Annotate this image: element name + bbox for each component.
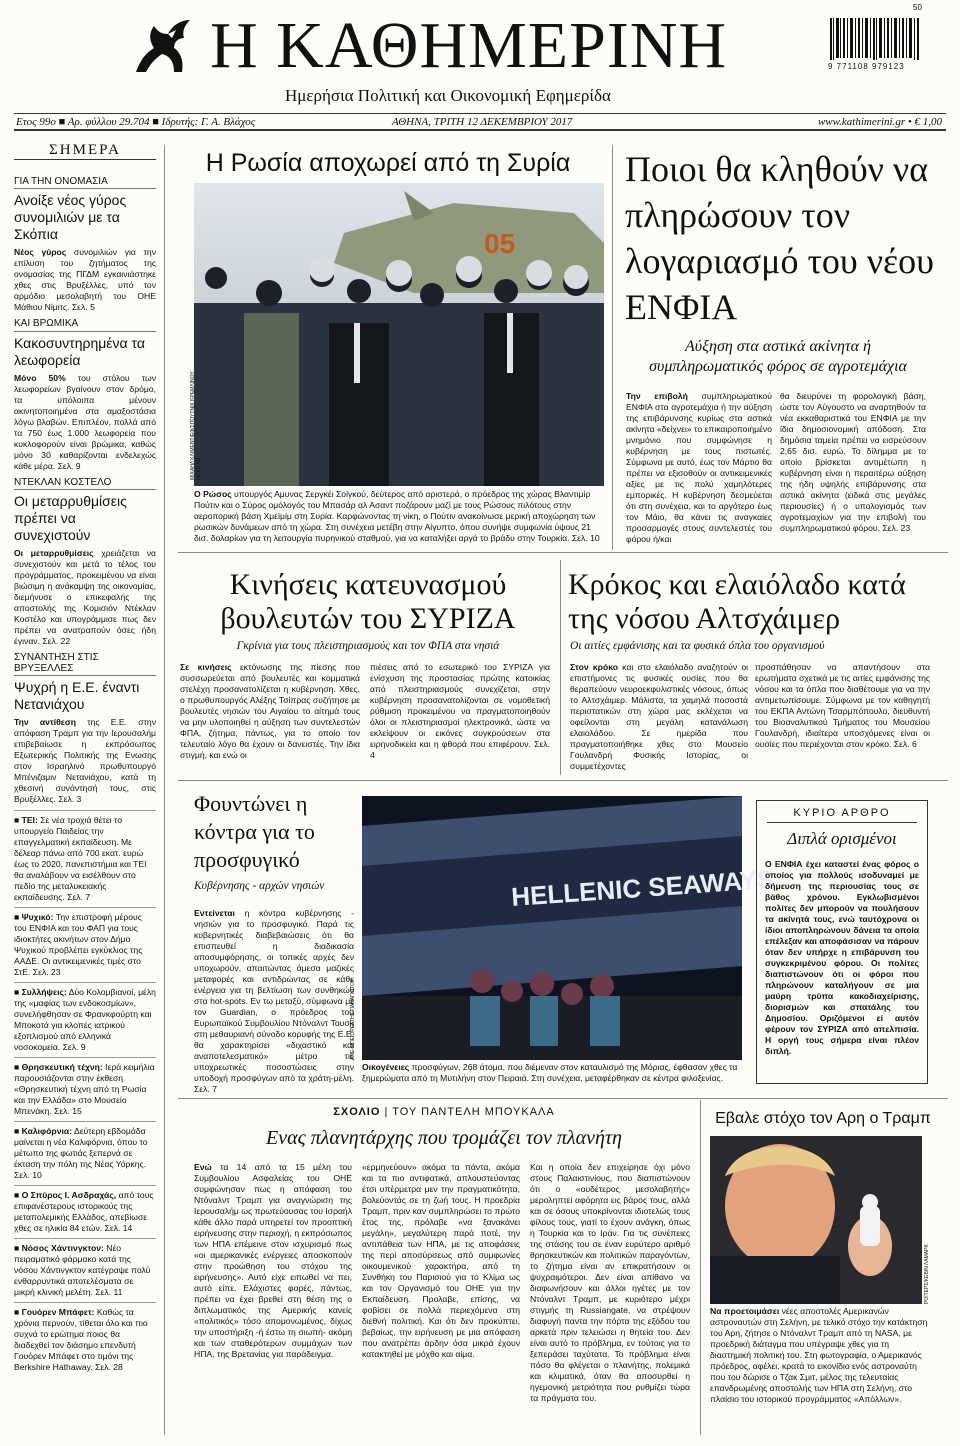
issue-info: Ετος 99ο ■ Αρ. φύλλου 29.704 ■ Ιδρυτής: Γ. Α. Βλάχος [16, 116, 256, 128]
ship-name: HELLENIC SEAWAYS [510, 863, 776, 912]
enfia-column-2: θα διευρύνει τη φορολογική βάση, ώστε τον Αύγουστο να αναρτηθούν τα νέα εκκαθαριστικά του ΕΝΦΙΑ με την ίδια δημοσιονομική απόδοση. Στα δημόσια ταμεία πρέπει να εισρεύσουν 2,65 δισ. ευρώ. Το δίλημμα με το οποίο βρίσκεται αντιμέτωπη η κυβέρνηση είναι η περαιτέρω αύξηση της ήδη υψηλής επιβάρυνσης στα αστικά ακίνητα (ειδικά στις μεγάλες περιουσίες) ή ο υπολογισμός των αγροτεμαχίων για την επιβολή του συμπληρωματικού φόρου. Σελ. 23 [780, 391, 926, 533]
editorial-body: Ο ΕΝΦΙΑ έχει καταστεί ένας φόρος ο οποίος για πολλούς ισοδυναμεί με δήμευση της περιουσίας τους σε βάθος χρόνου. Εγκλωβισμένοι πολίτες δεν μπορούν να πουλήσουν τα ακίνητά τους, ενώ ταυτόχρονα οι ίδιοι αποπληρώνουν δάνεια τα οποία επέλεξαν και αποφάσισαν να πάρουν όταν δεν υπήρχε η επιβάρυνση του συγκεκριμένου φόρου. Οι πολίτες διαπιστώνουν ότι οι φόροι που πληρώνουν καταλήγουν σε μια μαύρη τρύπα κακοδιαχείρισης, διορισμών και σπατάλης του Δημοσίου. Οριζόμενοι εί αυτόν φέρουν τον ΣΥΡΙΖΑ από απελπισία. Η οργή τους σήμερα είναι πλέον διπλή. [765, 859, 919, 1056]
barcode-number: 9 771108 979123 [828, 62, 905, 71]
newspaper-tagline: Ημερήσια Πολιτική και Οικονομική Εφημερίδα [285, 86, 611, 105]
barcode-issue: 50 [913, 3, 922, 12]
sidebar-text: Την αντίθεση της Ε.Ε. στην απόφαση Τραμπ για την Ιερουσαλήμ επιβεβαίωσε η εκπρόσωπος Εξωτερικής Πολιτικής της Ενωσης στον Ισραηλινό πρωθυπουργό Μπένιζαμιν Νετανιάχου, κατά τη χθεσινή συνάντησή τους, στις Βρυξέλλες. Σελ. 3 [14, 717, 156, 805]
comment-byline: ΣΧΟΛΙΟ | ΤΟΥ ΠΑΝΤΕΛΗ ΜΠΟΥΚΑΛΑ [333, 1106, 555, 1118]
sidebar-brief: ■ Ψυχικό: Την επιστροφή μέρους του ΕΝΦΙΑ και του ΦΑΠ για τους ιδιοκτήτες ακινήτων στον Δήμο Ψυχικού προβλέπει εγκύκλιος της ΑΑΔΕ. Οι αντικειμενικές τιμές στο ΣτΕ. Σελ. 23 [14, 907, 156, 978]
divider-enfia [612, 145, 613, 550]
website-price: www.kathimerini.gr • € 1,00 [817, 116, 942, 128]
russia-headline: Η Ρωσία αποχωρεί από τη Συρία [205, 149, 571, 177]
refugee-body: Εντείνεται η κόντρα κυβέρνησης - νησιών για το προσφυγικό. Παρά τις κυβερνητικές διαβεβαιώσεις ότι θα επισπευθεί η διαδικασία αποσυμφόρησης, οι τοπικές αρχές δεν υποχωρούν, απαιτώντας άμεσα μαζικές μεταφορές και αντιδρώντας σε κάθε ενέργεια για τη βελτίωση των συνθηκών στα hot-spots. Εν τω μεταξύ, σύμφωνα με τον Guardian, ο πρόεδρος του Ευρωπαϊκού Συμβουλίου Ντόναλντ Τουσκ στη μεθαυριανή σύνοδο κορυφής της Ε.Ε. θα χαρακτηρίσει «διχαστικό και αναποτελεσματικό» μέτρο τις υποχρεωτικές ποσοστώσεις στην υποδοχή προσφύγων από τα χράτη-μέλη. Σελ. 7 [194, 908, 354, 1094]
comment-headline: Ενας πλανητάρχης που τρομάζει τον πλανήτη [266, 1127, 622, 1149]
editorial-box [756, 800, 928, 1084]
refugee-headline: Φουντώνει η κόντρα για το προσφυγικό [194, 791, 315, 872]
alzheimer-column-1: Στον κρόκο και στο ελαιόλαδο αναζητούν οι επιστήμονες τις φυσικές ουσίες που θα θεραπεύουν νευροεκφυλιστικές νόσους, όπως το Αλτσχάιμερ. Μάλιστα, τα χαμηλά ποσοστά περιστατικών στη χώρα μας εκλέχεται να οφείλονται στη μεγάλη κατανάλωση ελαιολάδου. Σε ημερίδα που πραγματοποιήθηκε χθες στο Μουσείο Γουλανδρή Φυσικής Ιστορίας, οι συμμετέχοντες [570, 662, 749, 771]
sidebar-text: Μόνο 50% του στόλου των λεωφορείων βγαίνουν στον δρόμο, τα υπόλοιπα μένουν ακινητοποιημένα στα αμαξοστάσια λόγω βλαβών. Επιπλέον, πολλά από τα 750 έως 1.000 λεωφορεία που κυκλοφορούν είναι βρώμικα, καθώς μόνο 30 καθαρίζονται ενδελεχώς κάθε μέρα. Σελ. 9 [14, 372, 156, 471]
refugee-photo [362, 796, 776, 1060]
sidebar-section-label: ΝΤΕΚΛΑΝ ΚΟΣΤΕΛΟ [14, 477, 156, 490]
editorial-label: ΚΥΡΙΟ ΑΡΘΡΟ [767, 807, 917, 823]
sidebar-story [14, 652, 156, 805]
sidebar-divider [164, 145, 165, 1435]
barcode-icon [828, 18, 920, 60]
refugee-photo-credit: ΑΠΕ-ΜΠΕ/ΟΡΕΣΤΗΣ ΠΑΝΑΓΙΩΤΟΥ [350, 978, 356, 1060]
sidebar-header: ΣΗΜΕΡΑ [14, 145, 156, 160]
comment-column-2: «ερμηνεύουν» ακόμα τα πάντα, ακόμα και τα πιο αντιφατικά, απλουστεύοντας έτσι υπέρμετρα μεν την πραγματικότητα, βολεύοντάς σε τη ζωή τους. Η προεδρία Τραμπ, πριν καν συμπληρώσει το πρώτο έτος της, πρόλαβε «να ξανακάνει μεγάλη», μεγαλύτερη παρά ποτέ, την αντιπάθεια των ΗΠΑ, με τις αποφάσεις της περί αποσύρσεως από συμφωνίες οικουμενικού χαρακτήρα, από τη Συνθήκη του Παρισιού για το Κλίμα ως και τον Οργανισμό του ΟΗΕ για την Εκπαίδευση. Προλαβε, επίσης, να φοβίσει σε πολλά περιεχόμενα στη διεθνή πολιτική. Και ότι δεν προκύπτει, βεβαίως, την ειρήνευση με μια απόφαση που ανατρέπει άρδην όσα μικρά έχουν κατακτηθεί με μόχθο και αίμα. [362, 1162, 520, 1359]
sidebar-section-label: ΚΑΙ ΒΡΩΜΙΚΑ [14, 318, 156, 331]
alzheimer-headline: Κρόκος και ελαιόλαδο κατά της νόσου Αλτσχάιμερ [568, 568, 906, 635]
info-bar [14, 113, 946, 131]
russia-caption: Ο Ρώσος υπουργός Αμυνας Σεργκέι Σοϊγκού, δεύτερος από αριστερά, ο πρόεδρος της χώρας Βλαντιμίρ Πούτιν και ο Σύρος ομόλογός του Μπασάρ αλ Ασαντ ποζάρουν μαζί με τους Ρώσους πιλότους στην αεροπορική βάση Χμεϊμίμ στη Συρία. Καρφώνοντας τη νίκη, ο Πούτιν ανακοίνωσε μερική αποχώρηση των ρωσικών δυνάμεων από τη χώρα. Στη συνέχεια μετέβη στην Αίγυπτο, όπου συνήψε συμφωνία ύψους 21 δισ. δολαρίων για τη λειτουργία πυρηνικού σταθμού, για να καταλήξει αργά το βράδυ στην Τουρκία. Σελ. 10 [194, 489, 600, 543]
russia-photo-credit: ΜΙΧΑΗΛ ΚΛΙΜΕΝΤΙΕΦ/ΣΠΟΥΤΝΙΚ ΚΡΕΜΛΙΝΟΥ, ΜΕΣΩ ΑΠ [190, 370, 202, 480]
sidebar-today [14, 142, 156, 1373]
enfia-headline: Ποιοι θα κληθούν να πληρώσουν τον λογαριασμό του νέου ΕΝΦΙΑ [625, 149, 934, 327]
date-line: ΑΘΗΝΑ, ΤΡΙΤΗ 12 ΔΕΚΕΜΒΡΙΟΥ 2017 [392, 116, 573, 128]
comment-column-1: Ενώ τα 14 από τα 15 μέλη του Συμβουλίου Ασφαλείας του ΟΗΕ συμφώνησαν πως η απόφαση του Ντόναλντ Τραμπ για αναγνώριση της Ιερουσαλήμ ως πρωτεύουσας του Ισραήλ κάθε άλλο παρά υπηρετεί τον προοπτική ειρήνευσης στην περιοχή, η εκπρόσωπος των ΗΠΑ επέμεινε στον ισχυρισμό πως «οι αμερικανικές ενέργειες αποσκοπούν στην προώθηση του στόχου της ειρήνευσης». Αυτό είχε ειπωθεί να πει, αυτό είπε. Ελάχιστες φορές, πάντως, πρέπει να έχει βρεθεί στη θέση της ο διπλωματικός της Αμερικής κανείς «πολιτικός» τόσο απομονωμένος, δίχως την υποστήριξη -ή έστω τη σιωπή- ακόμη και των σταθερότερων συμμάχων των ΗΠΑ, της Βρετανίας για παράδειγμα. [194, 1162, 352, 1359]
sidebar-brief: ■ Συλλήψεις: Δύο Κολομβιανοί, μέλη της «μαφίας των ενδοκοσμίων», συνελήφθησαν σε Φρανκφούρτη και Μποκοτά για κλοπές ιατρικού εξοπλισμού από ελληνικά νοσοκομεία. Σελ. 9 [14, 982, 156, 1053]
alzheimer-column-2: προσπάθησαν να απαντήσουν στα ερωτήματα σχετικά με τις αιτίες εμφάνισης της νόσου και τα όπλα που διαθέτουμε για να την αντιμετωπίσουμε. Σύμφωνα με τον καθηγητή του ΕΚΠΑ Αντώνη Τσαρμπόπουλο, διευθυντή του Βιοαναλυτικού Τμήματος του Μουσείου Γουλανδρή, ιδιαίτερα υποσχόμενες είναι οι ουσίες που περιέχονται στον κρόκο. Σελ. 6 [755, 662, 930, 749]
divider-trump [700, 1100, 701, 1435]
sidebar-brief: ■ Θρησκευτική τέχνη: Ιερά κειμήλια παρουσιάζονται στην έκθεση «Θρησκευτική τέχνη από τη Ρωσία και την Ελλάδα» στο Μουσείο Μπενάκη. Σελ. 15 [14, 1057, 156, 1117]
editorial-title: Διπλά ορισμένοι [787, 829, 897, 848]
refugee-caption: Οικογένειες προσφύγων, 268 άτομα, που διέμεναν στον καταυλισμό της Μόριας, έφθασαν χθες τα ξημερώματα από τη Μυτιλήνη στον Πειραιά. Στη συνέχεια, μεταφέρθηκαν σε κέντρα φιλοξενίας. [362, 1062, 738, 1083]
divider-alz [560, 560, 561, 775]
enfia-subhead: Αύξηση στα αστικά ακίνητα ή συμπληρωματικός φόρος σε αγροτεμάχια [649, 338, 907, 375]
syriza-column-2: πιέσεις από το εσωτερικό του ΣΥΡΙΖΑ για ενίσχυση της προστασίας πρώτης κατοικίας από πλειστηριασμούς συνεχίζεται, στην κυβέρνηση προσανατολίζονται σε νομοθετική ρύθμιση προκειμένου να πραγματοποιηθούν όλοι οι πλειστηριασμοί ηλεκτρονικά, ώστε να εκλείψουν οι εικόνες συγκρούσεων στα ειρηνοδικεία και η φθορά που επιφέρουν. Σελ. 4 [370, 662, 550, 760]
sidebar-brief: ■ Ο Σπύρος Ι. Ασδραχάς, από τους επιφανέστερους ιστορικούς της μεταπολεμικής Ελλάδος, απεβίωσε χθες σε ηλικία 84 ετών. Σελ. 14 [14, 1185, 156, 1234]
trump-headline: Εβαλε στόχο τον Αρη ο Τραμπ [715, 1110, 931, 1127]
newspaper-title: Η ΚΑΘΗΜΕΡΙΝΗ [210, 9, 728, 82]
sidebar-brief: ■ Νόσος Χάντινγκτον: Νέο πειραματικό φάρμακο κατά της νόσου Χάντινγκτον κατέγραψε πολύ ενθαρρυντικά αποτελέσματα σε μικρή κλινική μελέτη. Σελ. 11 [14, 1238, 156, 1298]
syriza-subhead: Γκρίνια για τους πλειστηριασμούς και τον ΦΠΑ στα νησιά [236, 640, 500, 652]
divider-row4 [178, 1098, 948, 1099]
sidebar-brief: ■ Καλιφόρνια: Δεύτερη εβδομάδα μαίνεται η νέα Καλιφόρνια, όπου το μέτωπο της φωτιάς ξεπερνά σε έκταση την πόλη της Νέας Υόρκης. Σελ. 10 [14, 1121, 156, 1181]
sidebar-story [14, 176, 156, 313]
trump-caption: Να προετοιμάσει νέες αποστολές Αμερικανών αστροναυτών στη Σελήνη, με τελικό στόχο την κατάκτηση του Αρη, ζήτησε ο Ντόναλντ Τραμπ από τη NASA, με προεδρική διάταγμα που υπέγραψε χθες για τη διαστημική πολιτική του. Στη φωτογραφία, ο Αμερικανός πρόεδρος, αφέλει, κρατά το εικονίδιο ενός αστροναύτη που του δώρισε ο Τζακ Σμιτ, μέλος της τελευταίας επανδρωμένης αποστολής των ΗΠΑ στη Σελήνη, στο πλαίσιο του ιστορικού προγράμματος «Απόλλων». [710, 1306, 928, 1404]
sidebar-headline: Οι μεταρρυθμίσεις πρέπει να συνεχιστούν [14, 492, 127, 543]
divider-row2 [178, 552, 948, 553]
griffin-logo-icon [128, 12, 196, 80]
sidebar-section-label: ΓΙΑ ΤΗΝ ΟΝΟΜΑΣΙΑ [14, 176, 156, 189]
enfia-column-1: Την επιβολή συμπληρωματικού ΕΝΦΙΑ στα αγροτεμάχια ή την αύξηση της επιβάρυνσης κυρίως στα αστικά ακίνητα «δείχνει» το επικαιροποιημένο μνημόνιο που συμφώνησε η κυβέρνηση με τους πιστωτές. Σύμφωνα με αυτό, έως τον Μάρτιο θα πρέπει να εξισοθούν οι αντικειμενικές αξίες με τις πολύ χαμηλότερες εμπορικές. Η κυβέρνηση δεσμεύεται ότι στη συνέχεια, και το αργότερο έως τον Μάιο, θα κάνει τις αναγκαίες προσαρμογές στους συντελεστές του φόρου ή/και [626, 391, 772, 544]
sidebar-brief: ■ Γουόρεν Μπάφετ: Καθώς τα χρόνια περνούν, τίθεται όλο και πιο συχνά το ερώτημα ποιος θα διαδεχθεί τον διάσημο επενδυτή Γουόρεν Μπάφετ στο τιμόνι της Berkshire Hathaway. Σελ. 28 [14, 1302, 156, 1373]
plane-number: 05 [484, 228, 516, 259]
comment-column-3: Και η οποία δεν επιχείρησε όχι μόνο στους Παλαιστινίους, που διαπιστώνουν ότι ο «ουδέτερος μεσολαβητής» μεροληπτεί αφόρητα εις βάρος τους, αλλά και σε όσους υποκρίνονται ιδιοτελώς τους φίλους τους, γιατί το έχουν ανάγκη, όπως η Τουρκία και το Ιράν. Για τις συνέπειες της στάσης του σε έναν ευρύτερο αριθμό θρησκευτικών και πολιτικών παραγόντων, το ζήτημα είναι αν επικρατήσουν οι ψυχραιμότεροι. Δεν είναι απίθανο να διαφωνήσουν και άλλοι ηγέτες με τον Ντόναλντ Τραμπ, με κυριότερο μέχρι στιγμής τη Russiangate, να στρέψουν διαφυγή παντα την πόρτα της εξόδου του αρκετά πριν τελειώσει η θητεία του. Δεν είναι αυτό το πρόβλημα, εν τούτοις για το ξεπεράσει ταχύτατα. Το πρόβλημα είναι πόσο θα φλέγεται ο πλανήτης, πολεμικά και κλιματικά, όταν θα αποσυρθεί η ηγεμονική μετριότητα που ρυθμίζει τώρα τα πράγματα του. [530, 1162, 690, 1403]
russia-photo [194, 183, 604, 486]
sidebar-headline: Ανοίξε νέος γύρος συνομιλιών με τα Σκόπια [14, 192, 127, 243]
alzheimer-subhead: Οι αιτίες εμφάνισης και τα φυσικά όπλα του οργανισμού [570, 640, 825, 652]
sidebar-text: Νέος γύρος συνομιλιών για την επίλυση του ζητήματος της ονομασίας της ΠΓΔΜ εγκαινιάστηκε χθες στις Βρυξέλλες, υπό τον αρμόδιο μεσολαβητή του ΟΗΕ Μάθιου Νίμιτς. Σελ. 5 [14, 247, 156, 313]
divider-row3 [178, 780, 948, 781]
sidebar-brief: ■ ΤΕΙ: Σε νέα τροχιά θέτει το υπουργείο Παιδείας την επαγγελματική εκπαίδευση. Με δέλεαρ πάνω από 700 εκατ. ευρώ έως το 2020, πανεπιστήμια και ΤΕΙ θα αναλάβουν να εισέλθουν στο πεδίο της μεταλυκειακής εκπαίδευσης. Σελ. 7 [14, 810, 156, 903]
masthead [0, 0, 960, 145]
syriza-headline: Κινήσεις κατευνασμού βουλευτών του ΣΥΡΙΖΑ [220, 568, 516, 635]
sidebar-text: Οι μεταρρυθμίσεις χρειάζεται να συνεχιστούν και μετά το τέλος του προγράμματος, προκειμένου να είναι βιώσιμη η ανάκαμψη της οικονομίας, διεμήνυσε ο επικεφαλής της αποστολής της Κομισιόν Ντέκλαν Κοστέλο και υπογράμμισε πως δεν πρέπει να ανατραπούν όσες ήδη έγιναν. Σελ. 22 [14, 547, 156, 646]
sidebar-headline: Κακοσυντηρημένα τα λεωφορεία [14, 334, 145, 368]
trump-photo-credit: ΡΟΪΤΕΡΣ/ΚΕΒΙΝ ΛΑΜΑΡΚ [924, 1244, 930, 1304]
sidebar-story [14, 318, 156, 471]
trump-photo [710, 1136, 922, 1304]
refugee-subhead: Κυβέρνησης - αρχών νησιών [194, 880, 325, 892]
sidebar-headline: Ψυχρή η Ε.Ε. έναντι Νετανιάχου [14, 679, 140, 713]
syriza-column-1: Σε κινήσεις εκτόνωσης της πίεσης που συσσωρεύεται από βουλευτές και κομματικά στελέχη προσανατολίζεται η κυβέρνηση. Χθες, ο πρωθυπουργός Αλέξης Τσίπρας συζήτησε με βουλευτές νησιών του Αιγαίου το αίτημά τους να μην υλοποιηθεί η αύξηση των συντελεστών ΦΠΑ, ζήτημα, πάντως, για το οποίο τον τελευταίο λόγο θα έχουν οι δανειστές. Την ίδια στιγμή, και ενώ οι [180, 662, 360, 760]
sidebar-section-label: ΣΥΝΑΝΤΗΣΗ ΣΤΙΣ ΒΡΥΞΕΛΛΕΣ [14, 652, 156, 676]
sidebar-story [14, 477, 156, 647]
